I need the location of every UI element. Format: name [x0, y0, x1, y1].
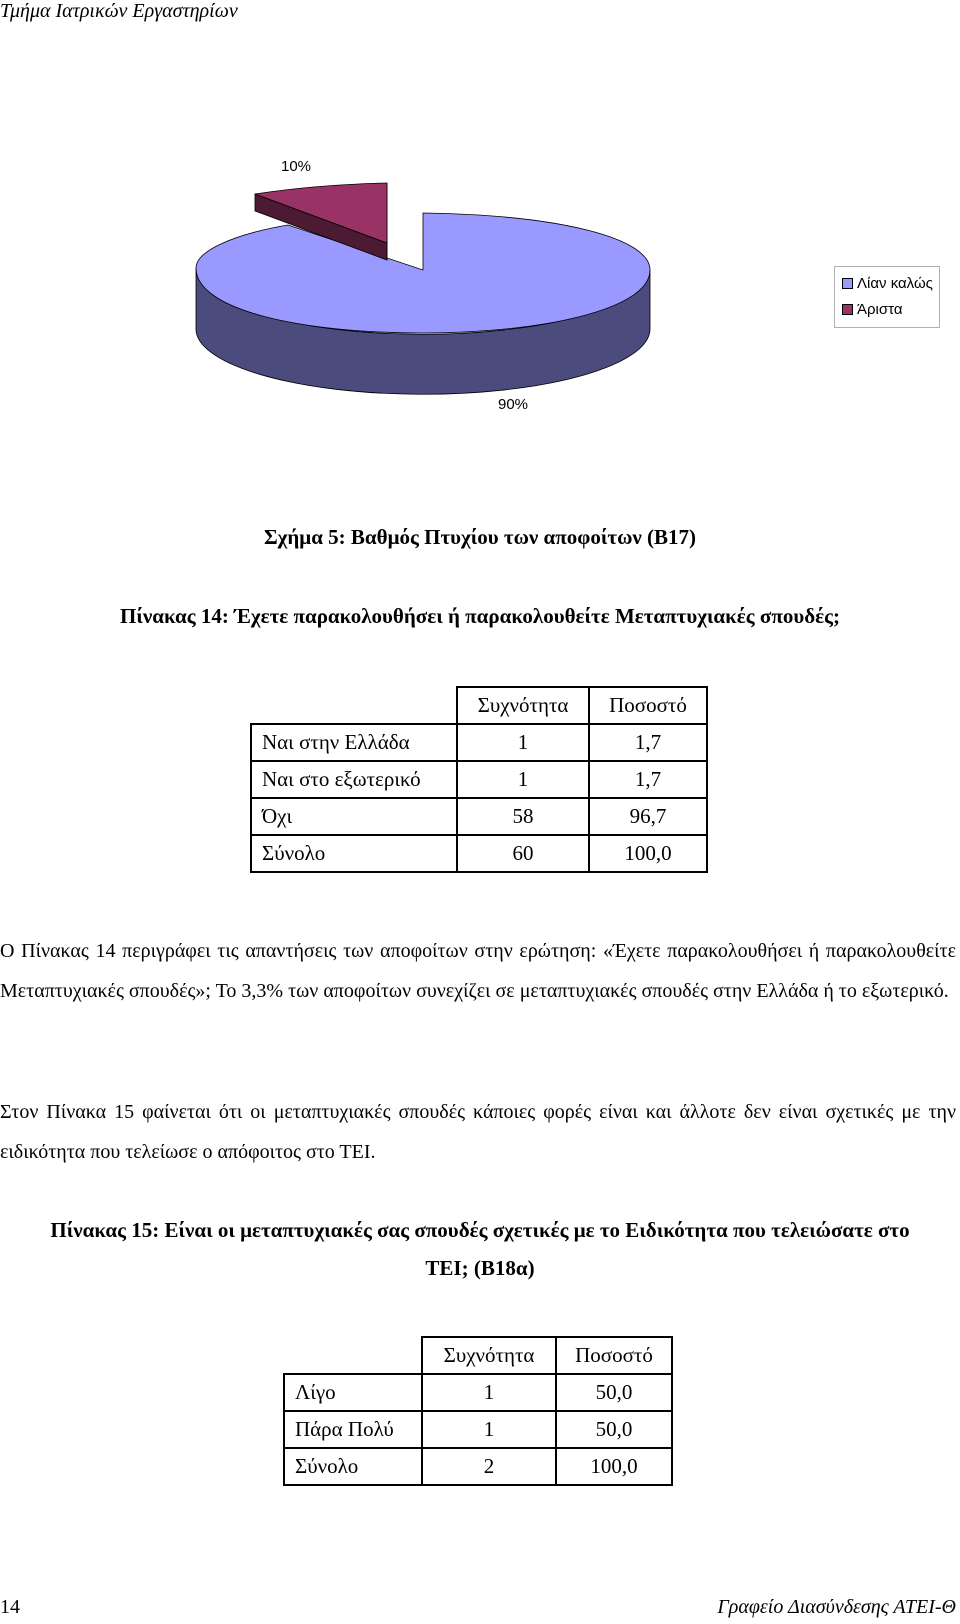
slice-lian-kalos [196, 213, 650, 333]
table-row [251, 761, 707, 798]
table14-corner-cell [251, 687, 457, 724]
table14-header-row [251, 687, 707, 724]
table-row [251, 724, 707, 761]
pie-chart-svg [0, 0, 960, 500]
table-cell: 1 [457, 761, 589, 798]
table-cell: 2 [422, 1448, 556, 1485]
table-cell: 1 [422, 1374, 556, 1411]
table-cell: Σύνολο [284, 1448, 422, 1485]
table15-title-line2: ΤΕΙ; (Β18α) [425, 1256, 535, 1280]
table-cell: Ναι στο εξωτερικό [251, 761, 457, 798]
table-cell: 1,7 [589, 724, 707, 761]
figure-caption: Σχήμα 5: Βαθμός Πτυχίου των αποφοίτων (Β17) [263, 525, 697, 549]
legend-swatch-lian-kalos [842, 278, 853, 289]
table-cell: 96,7 [589, 798, 707, 835]
table-cell: 100,0 [556, 1448, 672, 1485]
table14 [250, 686, 708, 873]
table15-header-cell: Συχνότητα [422, 1337, 556, 1374]
table-row [251, 835, 707, 872]
table14-header-cell: Ποσοστό [589, 687, 707, 724]
chart-legend [834, 266, 940, 328]
legend-label-arista: Άριστα [857, 301, 903, 318]
table-cell: 1 [457, 724, 589, 761]
table-cell: 1,7 [589, 761, 707, 798]
table15 [283, 1336, 673, 1486]
table-cell: Πάρα Πολύ [284, 1411, 422, 1448]
table-row [284, 1411, 672, 1448]
legend-item-lian-kalos [842, 275, 933, 292]
table-cell: 50,0 [556, 1411, 672, 1448]
data-label-lian-kalos: 90% [498, 396, 529, 413]
table-cell: 1 [422, 1411, 556, 1448]
table-cell: Όχι [251, 798, 457, 835]
table-cell: Λίγο [284, 1374, 422, 1411]
page-number: 14 [0, 1596, 20, 1618]
table-row [284, 1448, 672, 1485]
page-header: Τμήμα Ιατρικών Εργαστηρίων [0, 0, 238, 22]
table-cell: Ναι στην Ελλάδα [251, 724, 457, 761]
table-cell: 60 [457, 835, 589, 872]
paragraph-2: Στον Πίνακα 15 φαίνεται ότι οι μεταπτυχιακές σπουδές κάποιες φορές είναι και άλλοτε δεν είναι σχετικές με την ειδικότητα που τελείωσε ο απόφοιτος στο ΤΕΙ. [0, 1101, 956, 1163]
legend-label-lian-kalos: Λίαν καλώς [857, 275, 933, 292]
legend-swatch-arista [842, 304, 853, 315]
legend-item-arista [842, 301, 903, 318]
pie-chart [0, 0, 960, 500]
data-label-arista: 10% [281, 158, 312, 175]
paragraph-1: Ο Πίνακας 14 περιγράφει τις απαντήσεις των αποφοίτων στην ερώτηση: «Έχετε παρακολουθήσει ή παρακολουθείτε Μεταπτυχιακές σπουδές»; Το 3,3% των αποφοίτων συνεχίζει σε μεταπτυχιακές σπουδές στην Ελλάδα ή το εξωτερικό. [0, 940, 956, 1002]
table14-title: Πίνακας 14: Έχετε παρακολουθήσει ή παρακολουθείτε Μεταπτυχιακές σπουδές; [120, 604, 840, 628]
table-cell: 50,0 [556, 1374, 672, 1411]
table-row [251, 798, 707, 835]
footer-office: Γραφείο Διασύνδεσης ΑΤΕΙ-Θ [717, 1596, 956, 1618]
table15-header-row [284, 1337, 672, 1374]
table-cell: 58 [457, 798, 589, 835]
table-cell: 100,0 [589, 835, 707, 872]
table15-title-line1: Πίνακας 15: Είναι οι μεταπτυχιακές σας σπουδές σχετικές με το Ειδικότητα που τελειώσατε στο [50, 1218, 910, 1242]
table-row [284, 1374, 672, 1411]
table-cell: Σύνολο [251, 835, 457, 872]
table15-header-cell: Ποσοστό [556, 1337, 672, 1374]
table14-header-cell: Συχνότητα [457, 687, 589, 724]
table15-corner-cell [284, 1337, 422, 1374]
